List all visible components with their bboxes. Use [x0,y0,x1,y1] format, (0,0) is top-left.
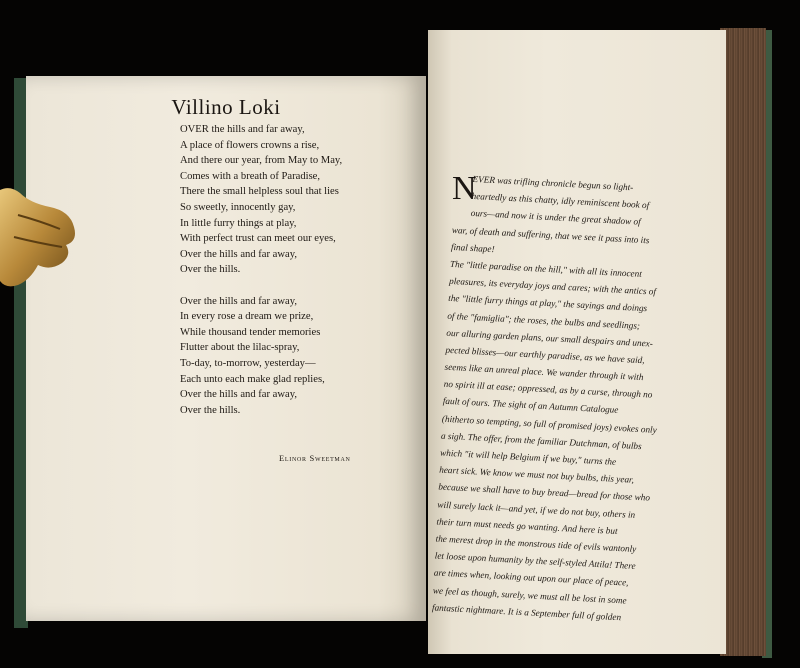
prose-line: we feel as though, surely, we must all be lost in some [432,584,627,606]
poem-line: With perfect trust can meet our eyes, [180,233,336,245]
poem-line: So sweetly, innocently gay, [180,201,296,213]
prose-line: our alluring garden plans, our small despairs and unex- [446,327,654,349]
page-edges [720,28,766,656]
prose-text [432,170,670,628]
prose-line: pected blisses—our earthly paradise, as we have said, [445,344,645,366]
poem-line: Over the hills and far away, [180,248,297,260]
poem-line: OVER the hills and far away, [180,124,305,135]
poem-line: To-day, to-morrow, yesterday— [180,357,316,369]
poem-line: Flutter about the lilac-spray, [180,342,300,354]
poem-line: In every rose a dream we prize, [180,311,314,323]
poem-line: Over the hills and far away, [180,295,297,307]
poem-line: Each unto each make glad replies, [180,373,325,385]
prose-line: the "little furry things at play," the sayings and doings [448,293,648,314]
stanza-break [180,278,390,294]
prose-line: seems like an unreal place. We wander through it with [444,361,644,383]
prose-line: final shape! [450,241,495,254]
poem-line: Over the hills. [180,404,241,416]
poem-line: A place of flowers crowns a rise, [180,139,320,151]
prose-line: the merest drop in the monstrous tide of evils wantonly [435,533,637,554]
prose-line: will surely lack it—and yet, if we do not buy, others in [437,499,636,520]
poem-title: Villino Loki [171,95,281,119]
prose-line: EVER was trifling chronicle begun so light- [472,173,634,193]
prose-line: heart sick. We know we must not buy bulbs, this year, [439,464,635,485]
prose-line: pleasures, its everyday joys and cares; with the antics of [448,275,657,297]
poem-line: And there our year, from May to May, [180,155,343,167]
prose-line: war, of death and suffering, that we see it pass into its [451,224,650,245]
poem-text [180,122,390,418]
poem-author: Elinor Sweetman [279,453,351,463]
prose-line: their turn must needs go wanting. And here is but [436,516,618,536]
poem-line: Over the hills. [180,264,241,276]
prose-line: because we shall have to buy bread—bread for those who [438,481,651,504]
prose-line: which "it will help Belgium if we buy," turns the [439,447,617,467]
prose-line: (hitherto so tempting, so full of promised joys) evokes only [441,413,657,435]
brass-book-clip-icon [0,185,78,290]
prose-line: fantastic nightmare. It is a September full of golden [431,602,622,622]
prose-line: heartedly as this chatty, idly reminiscent book of [471,191,650,211]
prose-line: ours—and now it is under the great shadow of [470,208,641,228]
poem-line: In little furry things at play, [180,217,297,229]
prose-line: are times when, looking out upon our place of peace, [433,567,629,588]
poem-line: There the small helpless soul that lies [180,186,339,198]
drop-cap: N [452,170,477,207]
poem-line: Comes with a breath of Paradise, [180,170,321,182]
prose-line: a sigh. The offer, from the familiar Dutchman, of bulbs [440,430,642,451]
poem-line: While thousand tender memories [180,326,321,338]
prose-line: no spirit ill at ease; oppressed, as by a curse, through no [443,378,653,400]
prose-line: fault of ours. The sight of an Autumn Catalogue [442,396,619,416]
prose-line: of the "famiglia"; the roses, the bulbs and seedlings; [447,310,641,331]
poem-line: Over the hills and far away, [180,389,297,401]
prose-line: let loose upon humanity by the self-styled Attila! There [434,550,636,572]
prose-line: The "little paradise on the hill," with all its innocent [449,258,643,279]
